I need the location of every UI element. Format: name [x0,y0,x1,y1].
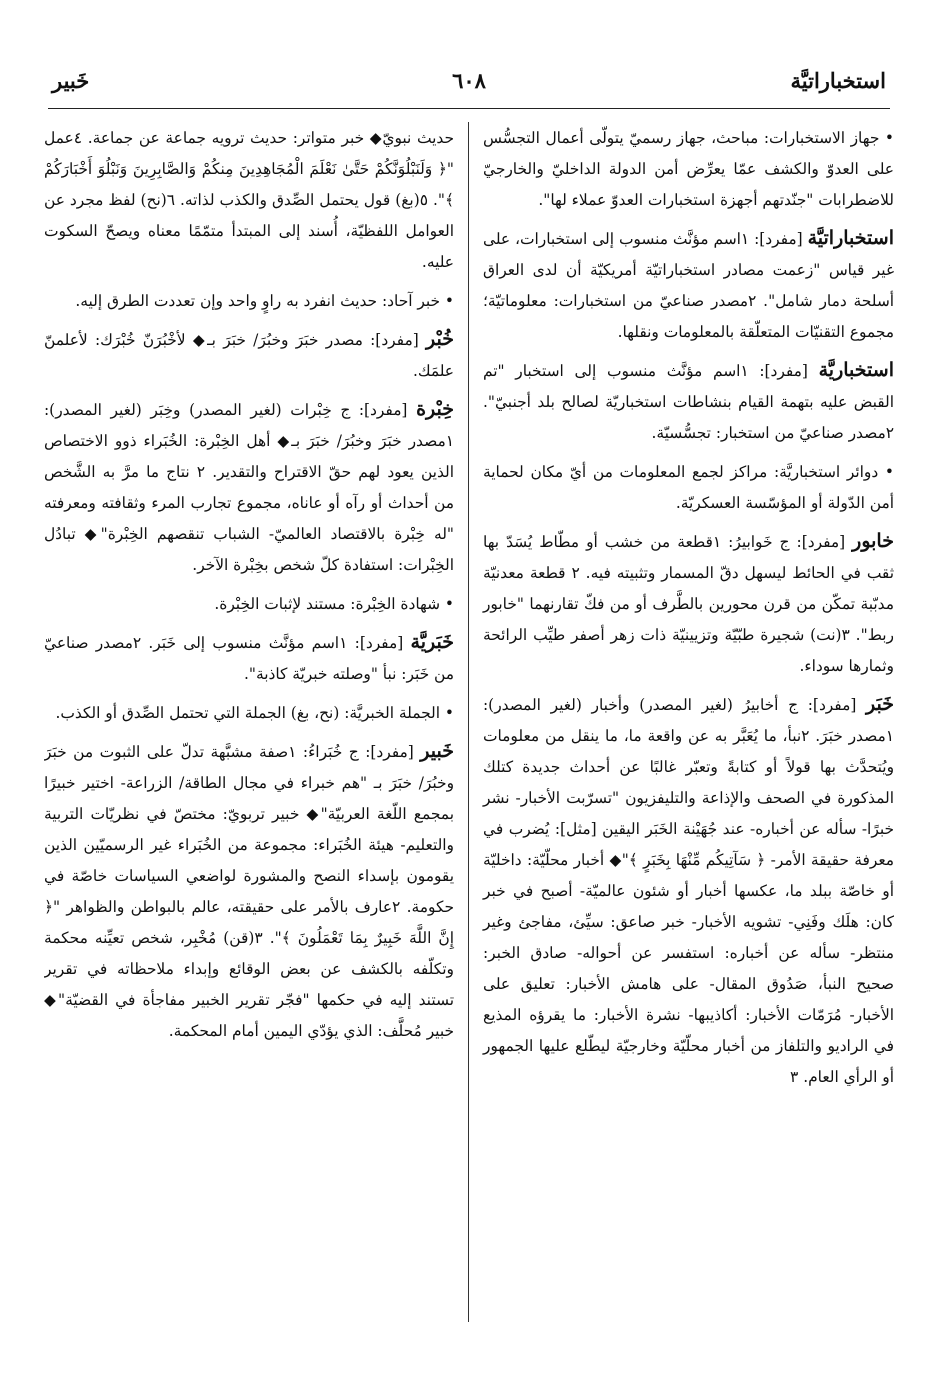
dictionary-entry [44,736,454,1047]
dictionary-entry [44,697,454,729]
definition: [مفرد]: ج أخابيرُ (لغير المصدر) وأخبار (لغير المصدر): ١مصدر خبَرَ. ٢نبأ، ما يُعَبَّر به عن واقعة ما، ما ينقل من معلومات ويُتحدَّث بها قولاً أو كتابةً وتعبّر غالبًا عن أحداث جديدة كتلك المذكورة في الصحف والإذاعة والتليفزيون "تسرّبت الأخبار- نشر خبرًا- سأله عن أخباره- عند جُهَيْنة الخَبَر اليقين [مثل]: يُضرب في معرفة حقيقة الأمر- ﴿ سَآتِيكُم مِّنْهَا بِخَبَرٍ ﴾"◆ أخبار محلّيّة: داخليّة أو خاصّة ببلد ما، عكسها أخبار أو شئون عالميّة- أصبح في خبر كان: هلَك وفَنِي- تشويه الأخبار- خبر صاعق: سيِّئ، مفاجئ وغير منتظر- سأله عن أخباره: استفسر عن أحواله- صادق الخبر: صحيح النبأ، صَدُوق المقال- على هامش الأخبار: تعليق على الأخبار- مُرَمّات الأخبار: أكاذيبها- نشرة الأخبار: ما يقرؤه المذيع في الراديو والتلفاز من أخبار محلّيّة وخارجيّة ليطّلع عليها الجمهور أو الرأي العام. ٣ [483,696,894,1086]
left-guide-word: خَبير [52,68,90,93]
dictionary-entry [44,588,454,620]
definition: حديث نبويّ◆ خبر متواتر: حديث ترويه جماعة عن جماعة. ٤عمل "﴿ وَلَنَبْلُوَنَّكُمْ حَتَّىٰ نَعْلَمَ الْمُجَاهِدِينَ مِنكُمْ وَالصَّابِرِينَ وَنَبْلُوَ أَخْبَارَكُمْ ﴾". ٥(بغ) قول يحتمل الصِّدق والكذب لذاته. ٦(نح) لفظ مجرد عن العوامل اللفظيّة، أُسند إلى المبتدأ متمّمًا معناه ويصحّ السكوت عليه. [44,129,454,271]
definition: • شهادة الخِبْرة: مستند لإثبات الخِبْرة. [214,595,454,613]
left-column [44,122,469,1322]
dictionary-entry [483,122,894,216]
headword: خُبْر [426,328,454,350]
dictionary-entry [44,324,454,387]
dictionary-entry [483,526,894,682]
page-header [48,62,890,109]
definition: • الجملة الخبريَّة: (نح، بغ) الجملة التي تحتمل الصِّدق أو الكذب. [55,704,454,722]
headword: خابور [852,530,894,552]
dictionary-entry [44,285,454,317]
definition: [مفرد]: مصدر خبَرَ وخبُرَ/ خبَرَ بـ◆ لأخْبُرَنّ خُبْرَك: لأعلمنّ علمَك. [44,331,454,380]
headword: خَبير [420,740,454,762]
definition: [مفرد]: ج خِبْرات (لغير المصدر) وخِبَر (لغير المصدر): ١مصدر خبَرَ وخبُرَ/ خبَرَ بـ◆ أهل الخِبْرة: الخُبَراء ذوو الاختصاص الذين يعود لهم حقّ الاقتراح والتقدير. ٢ نتاج ما مرَّ به الشَّخص من أحداث أو رآه أو عاناه، مجموع تجارب المرء وثقافته ومعرفته "له خِبْرة بالاقتصاد العالميّ- الشباب تنقصهم الخِبْرة"◆ تبادُل الخِبْرات: استفادة كلّ شخص بخِبْرة الآخر. [44,401,454,574]
definition: • دوائر استخباريَّة: مراكز لجمع المعلومات من أيّ مكان لحماية أمن الدّولة أو المؤسّسة العسكريّة. [483,463,894,512]
definition: [مفرد]: ج خُبَراءُ: ١صفة مشبَّهة تدلّ على الثبوت من خبَرَ وخبُرَ/ خبَرَ بـ "هم خبراء في مجال الطاقة/ الزراعة- اختير خبيرًا بمجمع اللّغة العربيّة"◆ خبير تربويّ: مختصّ في نظريّات التربية والتعليم- هيئة الخُبَراء: مجموعة من الخُبَراء غير الرسميّين الذين يقومون بإسداء النصح والمشورة لواضعي السياسات خاصّة في حكومة. ٢عارف بالأمر على حقيقته، عالم بالبواطن والظواهر "﴿ إِنَّ اللَّهَ خَبِيرٌ بِمَا تَعْمَلُونَ ﴾". ٣(قن) مُخْبِر، شخص تعيِّنه محكمة وتكلّفه بالكشف عن بعض الوقائع وإبداء ملاحظاته في تقرير تستند إليه في حكمها "فجّر تقرير الخبير مفاجأة في القضيّة"◆ خبير مُحلَّف: الذي يؤدّي اليمين أمام المحكمة. [44,743,454,1040]
definition: • جهاز الاستخبارات: مباحث، جهاز رسميّ يتولّى أعمال التجسُّس على العدوّ والكشف عمّا يعرِّض أمن الدولة الداخليّ والخارجيّ للاضطرابات "جنّدتهم أجهزة استخبارات العدوّ عملاء لها". [483,129,894,209]
definition: [مفرد]: ١اسم مؤنَّث منسوب إلى استخبارات، على غير قياس "زعمت مصادر استخباراتيّة أمريكيّة أن لدى العراق أسلحة دمار شامل". ٢مصدر صناعيّ من استخبارات: معلوماتيّة؛ مجموع التقنيّات المتعلّقة بالمعلومات ونقلها. [483,230,894,341]
dictionary-entry [483,355,894,449]
definition: • خبر آحاد: حديث انفرد به راوٍ واحد وإن تعددت الطرق إليه. [75,292,454,310]
dictionary-entry [44,122,454,278]
definition: [مفرد]: ١اسم مؤنَّث منسوب إلى استخبار "تم القبض عليه بتهمة القيام بنشاطات استخباريّة لصالح بلد أجنبيّ". ٢مصدر صناعيّ من استخبار: تجسُّسيّة. [483,362,894,442]
headword: استخباراتيَّة [807,227,894,249]
headword: خَبَريَّة [410,631,454,653]
dictionary-columns [44,122,894,1322]
headword: خِبْرة [416,398,454,420]
headword: استخباريَّة [818,359,894,381]
page-number: ٦٠٨ [452,68,486,93]
dictionary-entry [44,627,454,690]
right-guide-word: استخباراتيَّة [790,68,886,93]
dictionary-entry [44,394,454,581]
dictionary-entry [483,223,894,348]
definition: [مفرد]: ج خَوابيرُ: ١قطعة من خشب أو مطّاط يُسَدّ بها ثقب في الحائط ليسهل دقّ المسمار وتثبيته فيه. ٢ قطعة معدنيّة مدبّبة تمكّن من قرن محورين بالطَّرف أو من فكّ تقارنهما "خابور ربط". ٣(نت) شجيرة طبّيّة وتزيينيّة ذات زهر أصفر طيِّب الرائحة وثمارها سوداء. [483,533,894,675]
definition: [مفرد]: ١اسم مؤنَّث منسوب إلى خَبَر. ٢مصدر صناعيّ من خَبَر: نبأ "وصلته خبريّة كاذبة". [44,634,454,683]
dictionary-entry [483,689,894,1093]
dictionary-entry [483,456,894,519]
right-column [469,122,894,1322]
headword: خَبَر [866,693,894,715]
